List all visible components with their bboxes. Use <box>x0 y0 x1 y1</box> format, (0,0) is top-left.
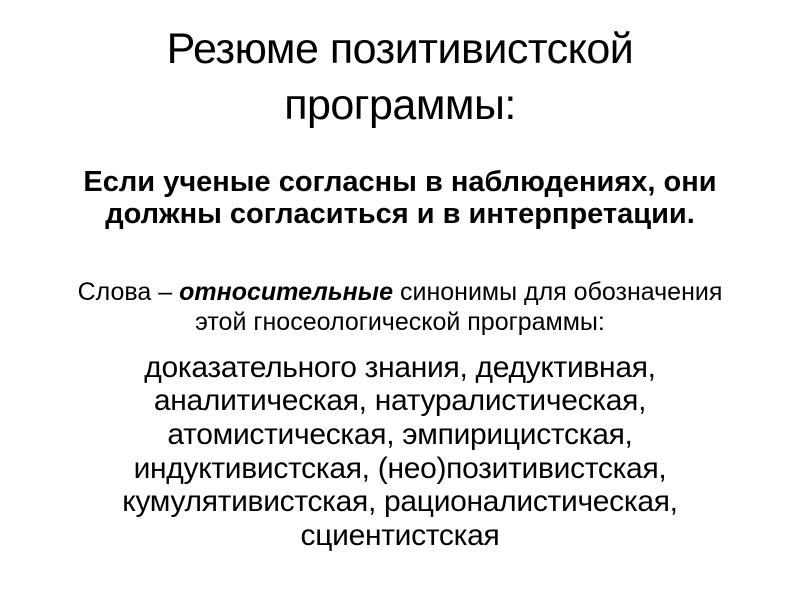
synonyms-intro-prefix: Слова – <box>77 277 180 306</box>
synonyms-intro <box>70 277 730 337</box>
synonyms-intro-emphasis: относительные <box>179 277 394 306</box>
synonyms-intro-suffix: синонимы для обозначения этой гносеологической программы: <box>195 277 723 336</box>
synonyms-list: доказательного знания, дедуктивная, аналитическая, натуралистическая, атомистическая, эмпирицистская, индуктивистская, (нео)позитивистская, кумулятивистская, рационалистическая, сциентистская <box>122 350 678 552</box>
slide-title: Резюме позитивистской программы: <box>166 25 634 129</box>
thesis-text: Если ученые согласны в наблюдениях, они должны согласиться и в интерпретации. <box>83 165 717 231</box>
